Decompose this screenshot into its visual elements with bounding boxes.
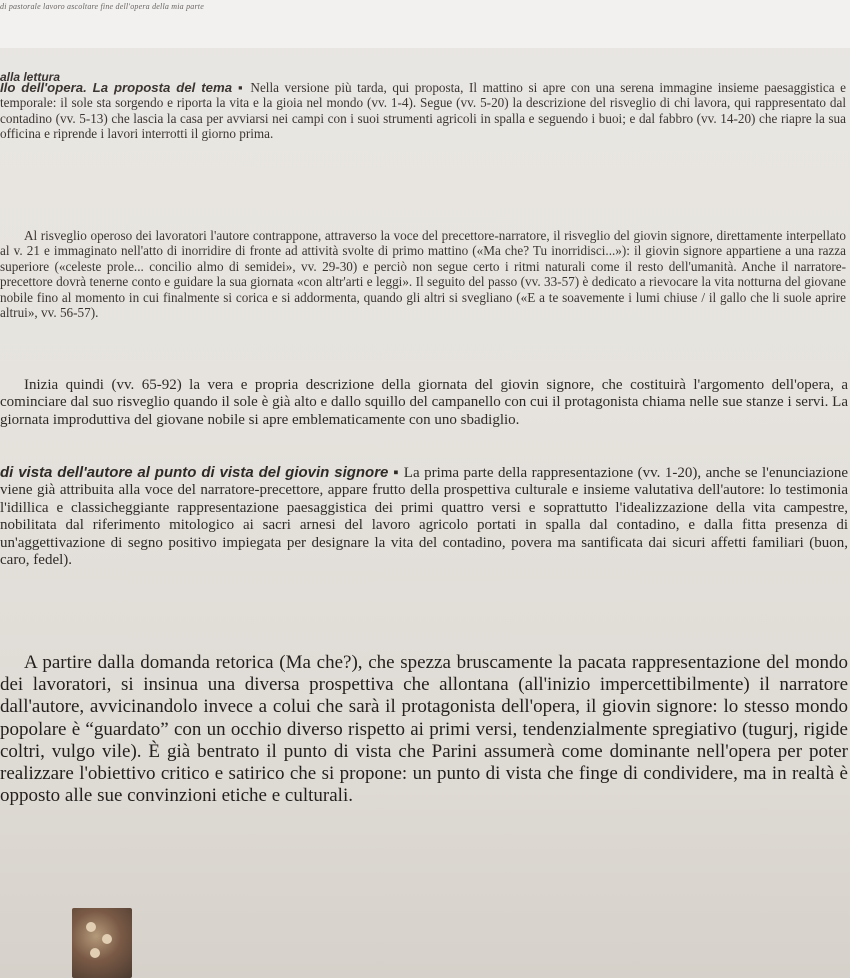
paragraph-body: Al risveglio operoso dei lavoratori l'autore contrappone, attraverso la voce del precettore-narratore, il risveglio del giovin signore, direttamente interpellato al v. 21 e immaginato nell'atto di inorridire di fronte ad attività svolte di primo mattino («Ma che? Tu inorridisci...»): il giovin signore appartiene a una razza superiore («celeste prole... concilio almo di semidei», vv. 29-30) e perciò non segue certo i ritmi naturali come il resto dell'umanità. Anche il narratore-precettore dovrà tenerne conto e guidare la sua giornata «con altr'arti e leggi». Il seguito del passo (vv. 33-57) è dedicato a rievocare la vita notturna del giovane nobile fino al momento in cui finalmente si corica e si addormenta, quando gli altri si svegliano («E a te soavemente i lumi chiuse / il gallo che li suole aprire altrui», vv. 56-57). <box>0 228 846 321</box>
paragraph-heading: di vista dell'autore al punto di vista del giovin signore ▪ <box>0 464 400 481</box>
running-header <box>0 2 850 16</box>
paragraph-rhetorical-question <box>0 652 848 807</box>
paragraph-body: La prima parte della rappresentazione (vv. 1-20), anche se l'enunciazione viene già attribuita alla voce del narratore-precettore, appare frutto della prospettiva culturale e insieme valutativa dell'autore: lo testimonia l'idillica e classicheggiante rappresentazione paesaggistica dei primi quattro versi e soprattutto l'idealizzazione della vita campestre, nobilitata dal riferimento mitologico ai sacri arnesi del lavoro agricolo portati in spalla dal contadino, e dalla fitta presenza di un'aggettivazione di segno positivo impiegata per designare la vita del contadino, povera ma santificata dai sicuri affetti familiari (buon, caro, fedel). <box>0 465 848 569</box>
paragraph-opening <box>0 80 848 142</box>
painting-thumbnail <box>72 908 132 978</box>
paragraph-awakening <box>0 228 848 320</box>
paragraph-heading: Ilo dell'opera. La proposta del tema ▪ <box>0 80 245 95</box>
paragraph-day-description <box>0 377 848 429</box>
paragraph-point-of-view <box>0 464 848 569</box>
paragraph-body: Inizia quindi (vv. 65-92) la vera e propria descrizione della giornata del giovin signore, che costituirà l'argomento dell'opera, a cominciare dal suo risveglio quando il sole è già alto e dallo squillo del campanello con cui il protagonista chiama nelle sue stanze i servi. La giornata improduttiva del giovane nobile si apre emblematicamente con uno sbadiglio. <box>0 377 848 428</box>
paragraph-body: Nella versione più tarda, qui proposta, Il mattino si apre con una serena immagine insieme paesaggistica e temporale: il sole sta sorgendo e riporta la vita e la gioia nel mondo (vv. 1-4). Segue (vv. 5-20) la descrizione del risveglio di chi lavora, qui rappresentato dal contadino (vv. 5-13) che lascia la casa per avviarsi nei campi con i suoi strumenti agricoli in spalla e seguendo i buoi; e dal fabbro (vv. 14-20) che riapre la sua officina e riprende i lavori interrotti il giorno prima. <box>0 80 846 142</box>
paragraph-body: A partire dalla domanda retorica (Ma che?), che spezza bruscamente la pacata rappresentazione del mondo dei lavoratori, si insinua una diversa prospettiva che allontana (all'inizio impercettibilmente) il narratore dall'autore, avvicinandolo invece a colui che sarà il protagonista dell'opera, il giovin signore: lo stesso mondo popolare è “guardato” con un occhio diverso rispetto ai primi versi, tendenzialmente spregiativo (tugurj, rigide coltri, vulgo vile). È già bentrato il punto di vista che Parini assumerà come dominante nell'opera per poter realizzare l'obiettivo critico e satirico che si propone: un punto di vista che finge di condividere, ma in realtà è opposto alle sue convinzioni etiche e culturali. <box>0 652 848 807</box>
section-label: alla lettura <box>0 70 61 84</box>
running-header-text: di pastorale lavoro ascoltare fine dell'opera della mia parte <box>0 2 204 11</box>
